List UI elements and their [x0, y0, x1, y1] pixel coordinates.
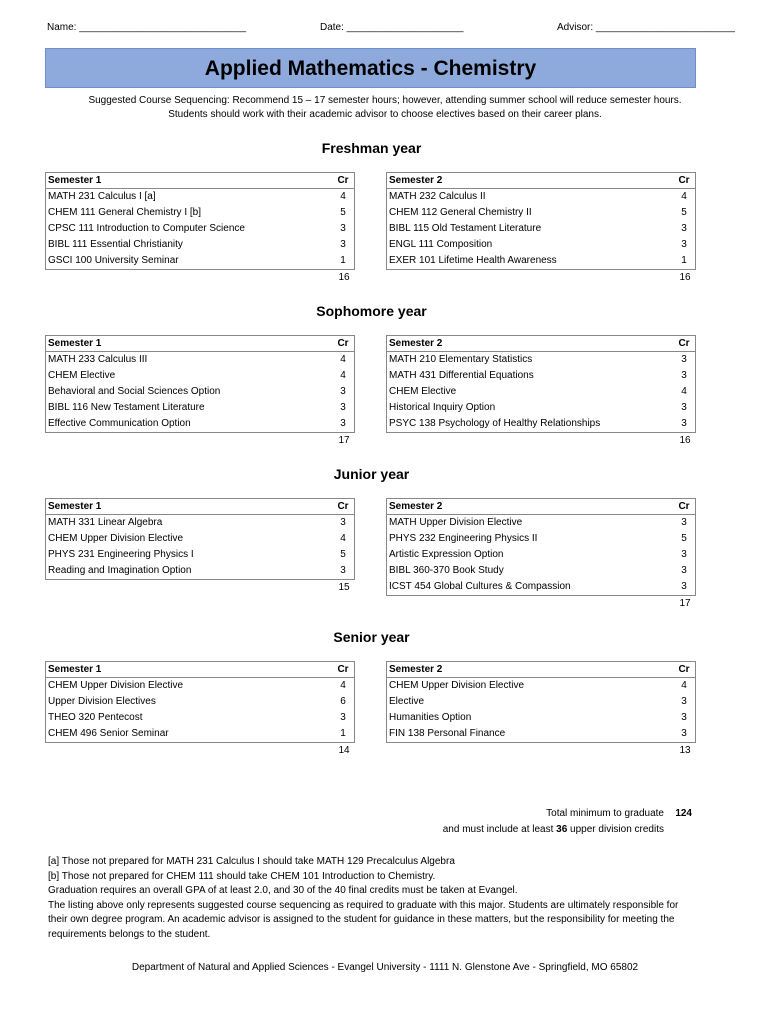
- note-disclaimer: The listing above only represents suggested course sequencing as required to graduate with this major. Students are ultimately responsible for their own degree program. An academic advisor is assigned to the student for guidance in these matters, but the responsibility for meeting the requirements belongs to the student.: [48, 899, 679, 940]
- semester-label: Semester 1: [48, 338, 102, 349]
- semester-header: [387, 173, 695, 189]
- course-row: [387, 384, 695, 400]
- semester-table-2: [386, 498, 696, 612]
- course-credits: 3: [340, 239, 346, 250]
- course-name: CHEM 496 Senior Seminar: [48, 728, 169, 739]
- credits-header: Cr: [678, 664, 690, 675]
- course-credits: 3: [340, 386, 346, 397]
- semester-total-row: [386, 270, 696, 286]
- semester-label: Semester 2: [389, 501, 443, 512]
- course-credits: 5: [340, 549, 346, 560]
- course-name: FIN 138 Personal Finance: [389, 728, 506, 739]
- semester-total: 17: [679, 598, 691, 609]
- course-name: MATH 232 Calculus II: [389, 191, 486, 202]
- semester-header: [46, 662, 354, 678]
- course-name: BIBL 116 New Testament Literature: [48, 402, 205, 413]
- course-name: BIBL 115 Old Testament Literature: [389, 223, 542, 234]
- credits-header: Cr: [337, 338, 349, 349]
- course-row: [387, 416, 695, 432]
- course-row: [46, 352, 354, 368]
- semester-total: 16: [338, 272, 350, 283]
- credits-header: Cr: [678, 501, 690, 512]
- note-a: [a] Those not prepared for MATH 231 Calculus I should take MATH 129 Precalculus Algebra: [48, 856, 455, 867]
- course-name: Upper Division Electives: [48, 696, 156, 707]
- semester-header: [387, 662, 695, 678]
- course-row: [46, 221, 354, 237]
- course-row: [387, 563, 695, 579]
- semester-table-1: [45, 172, 355, 286]
- semester-header: [46, 173, 354, 189]
- intro-text: [30, 94, 740, 122]
- course-row: [46, 547, 354, 563]
- semester-box: [45, 498, 355, 580]
- semester-table-1: [45, 498, 355, 596]
- course-credits: 4: [340, 680, 346, 691]
- course-name: Humanities Option: [389, 712, 472, 723]
- course-row: [387, 237, 695, 253]
- semester-total: 13: [679, 745, 691, 756]
- course-name: MATH 210 Elementary Statistics: [389, 354, 533, 365]
- course-row: [387, 710, 695, 726]
- semester-table-2: [386, 335, 696, 449]
- course-credits: 3: [681, 696, 687, 707]
- course-row: [46, 416, 354, 432]
- course-name: PHYS 231 Engineering Physics I: [48, 549, 194, 560]
- course-credits: 4: [681, 191, 687, 202]
- year-title: Senior year: [333, 629, 410, 645]
- course-credits: 1: [340, 728, 346, 739]
- course-name: Effective Communication Option: [48, 418, 191, 429]
- semester-header: [46, 336, 354, 352]
- semester-total-row: [45, 743, 355, 759]
- semester-box: [45, 172, 355, 270]
- course-credits: 4: [340, 354, 346, 365]
- course-name: Reading and Imagination Option: [48, 565, 192, 576]
- semester-box: [386, 335, 696, 433]
- semester-total-row: [45, 270, 355, 286]
- year-title: Freshman year: [321, 140, 422, 156]
- course-credits: 5: [681, 207, 687, 218]
- course-credits: 3: [681, 581, 687, 592]
- course-credits: 3: [681, 370, 687, 381]
- semester-label: Semester 2: [389, 338, 443, 349]
- course-credits: 3: [681, 354, 687, 365]
- course-credits: 3: [340, 402, 346, 413]
- course-name: Historical Inquiry Option: [389, 402, 496, 413]
- course-name: ENGL 111 Composition: [389, 239, 493, 250]
- course-credits: 5: [681, 533, 687, 544]
- note-gpa: Graduation requires an overall GPA of at least 2.0, and 30 of the 40 final credits must be taken at Evangel.: [48, 885, 518, 896]
- course-row: [387, 400, 695, 416]
- course-credits: 3: [681, 549, 687, 560]
- credits-header: Cr: [337, 501, 349, 512]
- course-name: CHEM 112 General Chemistry II: [389, 207, 532, 218]
- total-label: Total minimum to graduate: [546, 808, 664, 819]
- semester-box: [386, 498, 696, 596]
- course-credits: 3: [340, 712, 346, 723]
- course-credits: 3: [681, 418, 687, 429]
- semester-table-1: [45, 335, 355, 449]
- course-row: [46, 368, 354, 384]
- total-value: 124: [675, 808, 692, 819]
- intro-line-2: Students should work with their academic advisor to choose electives based on their career plans.: [168, 109, 602, 120]
- course-credits: 4: [340, 533, 346, 544]
- course-name: CHEM Elective: [389, 386, 457, 397]
- credits-header: Cr: [337, 175, 349, 186]
- course-name: Artistic Expression Option: [389, 549, 504, 560]
- course-credits: 4: [681, 386, 687, 397]
- semester-total-row: [386, 743, 696, 759]
- name-field: Name: ______________________________: [47, 22, 247, 33]
- course-name: ICST 454 Global Cultures & Compassion: [389, 581, 571, 592]
- semester-total-row: [45, 433, 355, 449]
- course-row: [46, 384, 354, 400]
- course-row: [387, 253, 695, 269]
- course-row: [46, 189, 354, 205]
- course-row: [46, 515, 354, 531]
- course-name: CHEM Upper Division Elective: [48, 680, 184, 691]
- course-name: GSCI 100 University Seminar: [48, 255, 179, 266]
- semester-total-row: [386, 433, 696, 449]
- course-row: [387, 547, 695, 563]
- course-credits: 3: [681, 517, 687, 528]
- credits-header: Cr: [678, 338, 690, 349]
- credits-header: Cr: [337, 664, 349, 675]
- course-name: MATH 431 Differential Equations: [389, 370, 534, 381]
- course-name: MATH Upper Division Elective: [389, 517, 523, 528]
- semester-table-2: [386, 172, 696, 286]
- course-name: CHEM 111 General Chemistry I [b]: [48, 207, 202, 218]
- course-name: PHYS 232 Engineering Physics II: [389, 533, 538, 544]
- course-name: BIBL 111 Essential Christianity: [48, 239, 183, 250]
- course-credits: 1: [340, 255, 346, 266]
- course-name: Elective: [389, 696, 425, 707]
- course-row: [46, 400, 354, 416]
- semester-total-row: [386, 596, 696, 612]
- course-credits: 3: [340, 418, 346, 429]
- course-credits: 1: [681, 255, 687, 266]
- course-row: [387, 579, 695, 595]
- advisor-field: Advisor: _________________________: [557, 22, 735, 33]
- course-row: [46, 531, 354, 547]
- header-fields: [0, 22, 770, 42]
- course-credits: 3: [340, 517, 346, 528]
- semester-total-row: [45, 580, 355, 596]
- course-row: [387, 531, 695, 547]
- course-credits: 4: [340, 191, 346, 202]
- course-row: [46, 237, 354, 253]
- course-credits: 3: [681, 223, 687, 234]
- course-row: [387, 221, 695, 237]
- semester-total: 14: [338, 745, 350, 756]
- upper-division-requirement: [443, 822, 664, 838]
- course-name: Behavioral and Social Sciences Option: [48, 386, 221, 397]
- course-name: CHEM Elective: [48, 370, 116, 381]
- semester-label: Semester 1: [48, 501, 102, 512]
- page-title: Applied Mathematics - Chemistry: [45, 48, 696, 88]
- course-name: BIBL 360-370 Book Study: [389, 565, 504, 576]
- course-credits: 5: [340, 207, 346, 218]
- semester-box: [386, 661, 696, 743]
- semester-box: [45, 335, 355, 433]
- upper-post: upper division credits: [567, 824, 664, 835]
- course-row: [387, 694, 695, 710]
- semester-label: Semester 1: [48, 664, 102, 675]
- course-row: [46, 205, 354, 221]
- upper-pre: and must include at least: [442, 824, 557, 835]
- footer: Department of Natural and Applied Sciences - Evangel University - 1111 N. Glenstone Ave - Springfield, MO 65802: [131, 962, 639, 973]
- course-name: CHEM Upper Division Elective: [389, 680, 525, 691]
- course-name: MATH 231 Calculus I [a]: [48, 191, 156, 202]
- course-row: [46, 678, 354, 694]
- course-credits: 3: [681, 728, 687, 739]
- course-row: [46, 710, 354, 726]
- course-credits: 3: [340, 223, 346, 234]
- course-credits: 6: [340, 696, 346, 707]
- year-title: Sophomore year: [316, 303, 427, 319]
- semester-header: [387, 499, 695, 515]
- date-field: Date: _____________________: [320, 22, 464, 33]
- course-name: MATH 331 Linear Algebra: [48, 517, 163, 528]
- semester-table-1: [45, 661, 355, 759]
- semester-total: 15: [338, 582, 350, 593]
- intro-line-1: Suggested Course Sequencing: Recommend 15 – 17 semester hours; however, attending summer school will reduce semester hours.: [88, 95, 682, 106]
- course-credits: 3: [340, 565, 346, 576]
- course-row: [46, 694, 354, 710]
- course-name: THEO 320 Pentecost: [48, 712, 143, 723]
- course-row: [46, 253, 354, 269]
- course-credits: 4: [681, 680, 687, 691]
- semester-box: [45, 661, 355, 743]
- course-credits: 3: [681, 402, 687, 413]
- upper-value: 36: [556, 824, 568, 835]
- course-row: [46, 726, 354, 742]
- course-credits: 3: [681, 565, 687, 576]
- course-credits: 3: [681, 239, 687, 250]
- course-credits: 3: [681, 712, 687, 723]
- semester-header: [46, 499, 354, 515]
- course-name: CHEM Upper Division Elective: [48, 533, 184, 544]
- semester-total: 16: [679, 435, 691, 446]
- course-row: [387, 678, 695, 694]
- course-row: [387, 515, 695, 531]
- course-name: EXER 101 Lifetime Health Awareness: [389, 255, 557, 266]
- course-row: [46, 563, 354, 579]
- course-row: [387, 189, 695, 205]
- semester-label: Semester 2: [389, 664, 443, 675]
- notes: [48, 855, 688, 942]
- course-row: [387, 726, 695, 742]
- course-row: [387, 352, 695, 368]
- semester-label: Semester 1: [48, 175, 102, 186]
- course-row: [387, 368, 695, 384]
- semester-total: 16: [679, 272, 691, 283]
- credits-header: Cr: [678, 175, 690, 186]
- course-credits: 4: [340, 370, 346, 381]
- semester-total: 17: [338, 435, 350, 446]
- semester-table-2: [386, 661, 696, 759]
- course-name: CPSC 111 Introduction to Computer Science: [48, 223, 245, 234]
- course-name: PSYC 138 Psychology of Healthy Relationships: [389, 418, 601, 429]
- course-name: MATH 233 Calculus III: [48, 354, 148, 365]
- note-b: [b] Those not prepared for CHEM 111 should take CHEM 101 Introduction to Chemistry.: [48, 870, 436, 882]
- graduation-summary: [380, 806, 700, 838]
- semester-header: [387, 336, 695, 352]
- semester-label: Semester 2: [389, 175, 443, 186]
- year-title: Junior year: [333, 466, 410, 482]
- semester-box: [386, 172, 696, 270]
- course-row: [387, 205, 695, 221]
